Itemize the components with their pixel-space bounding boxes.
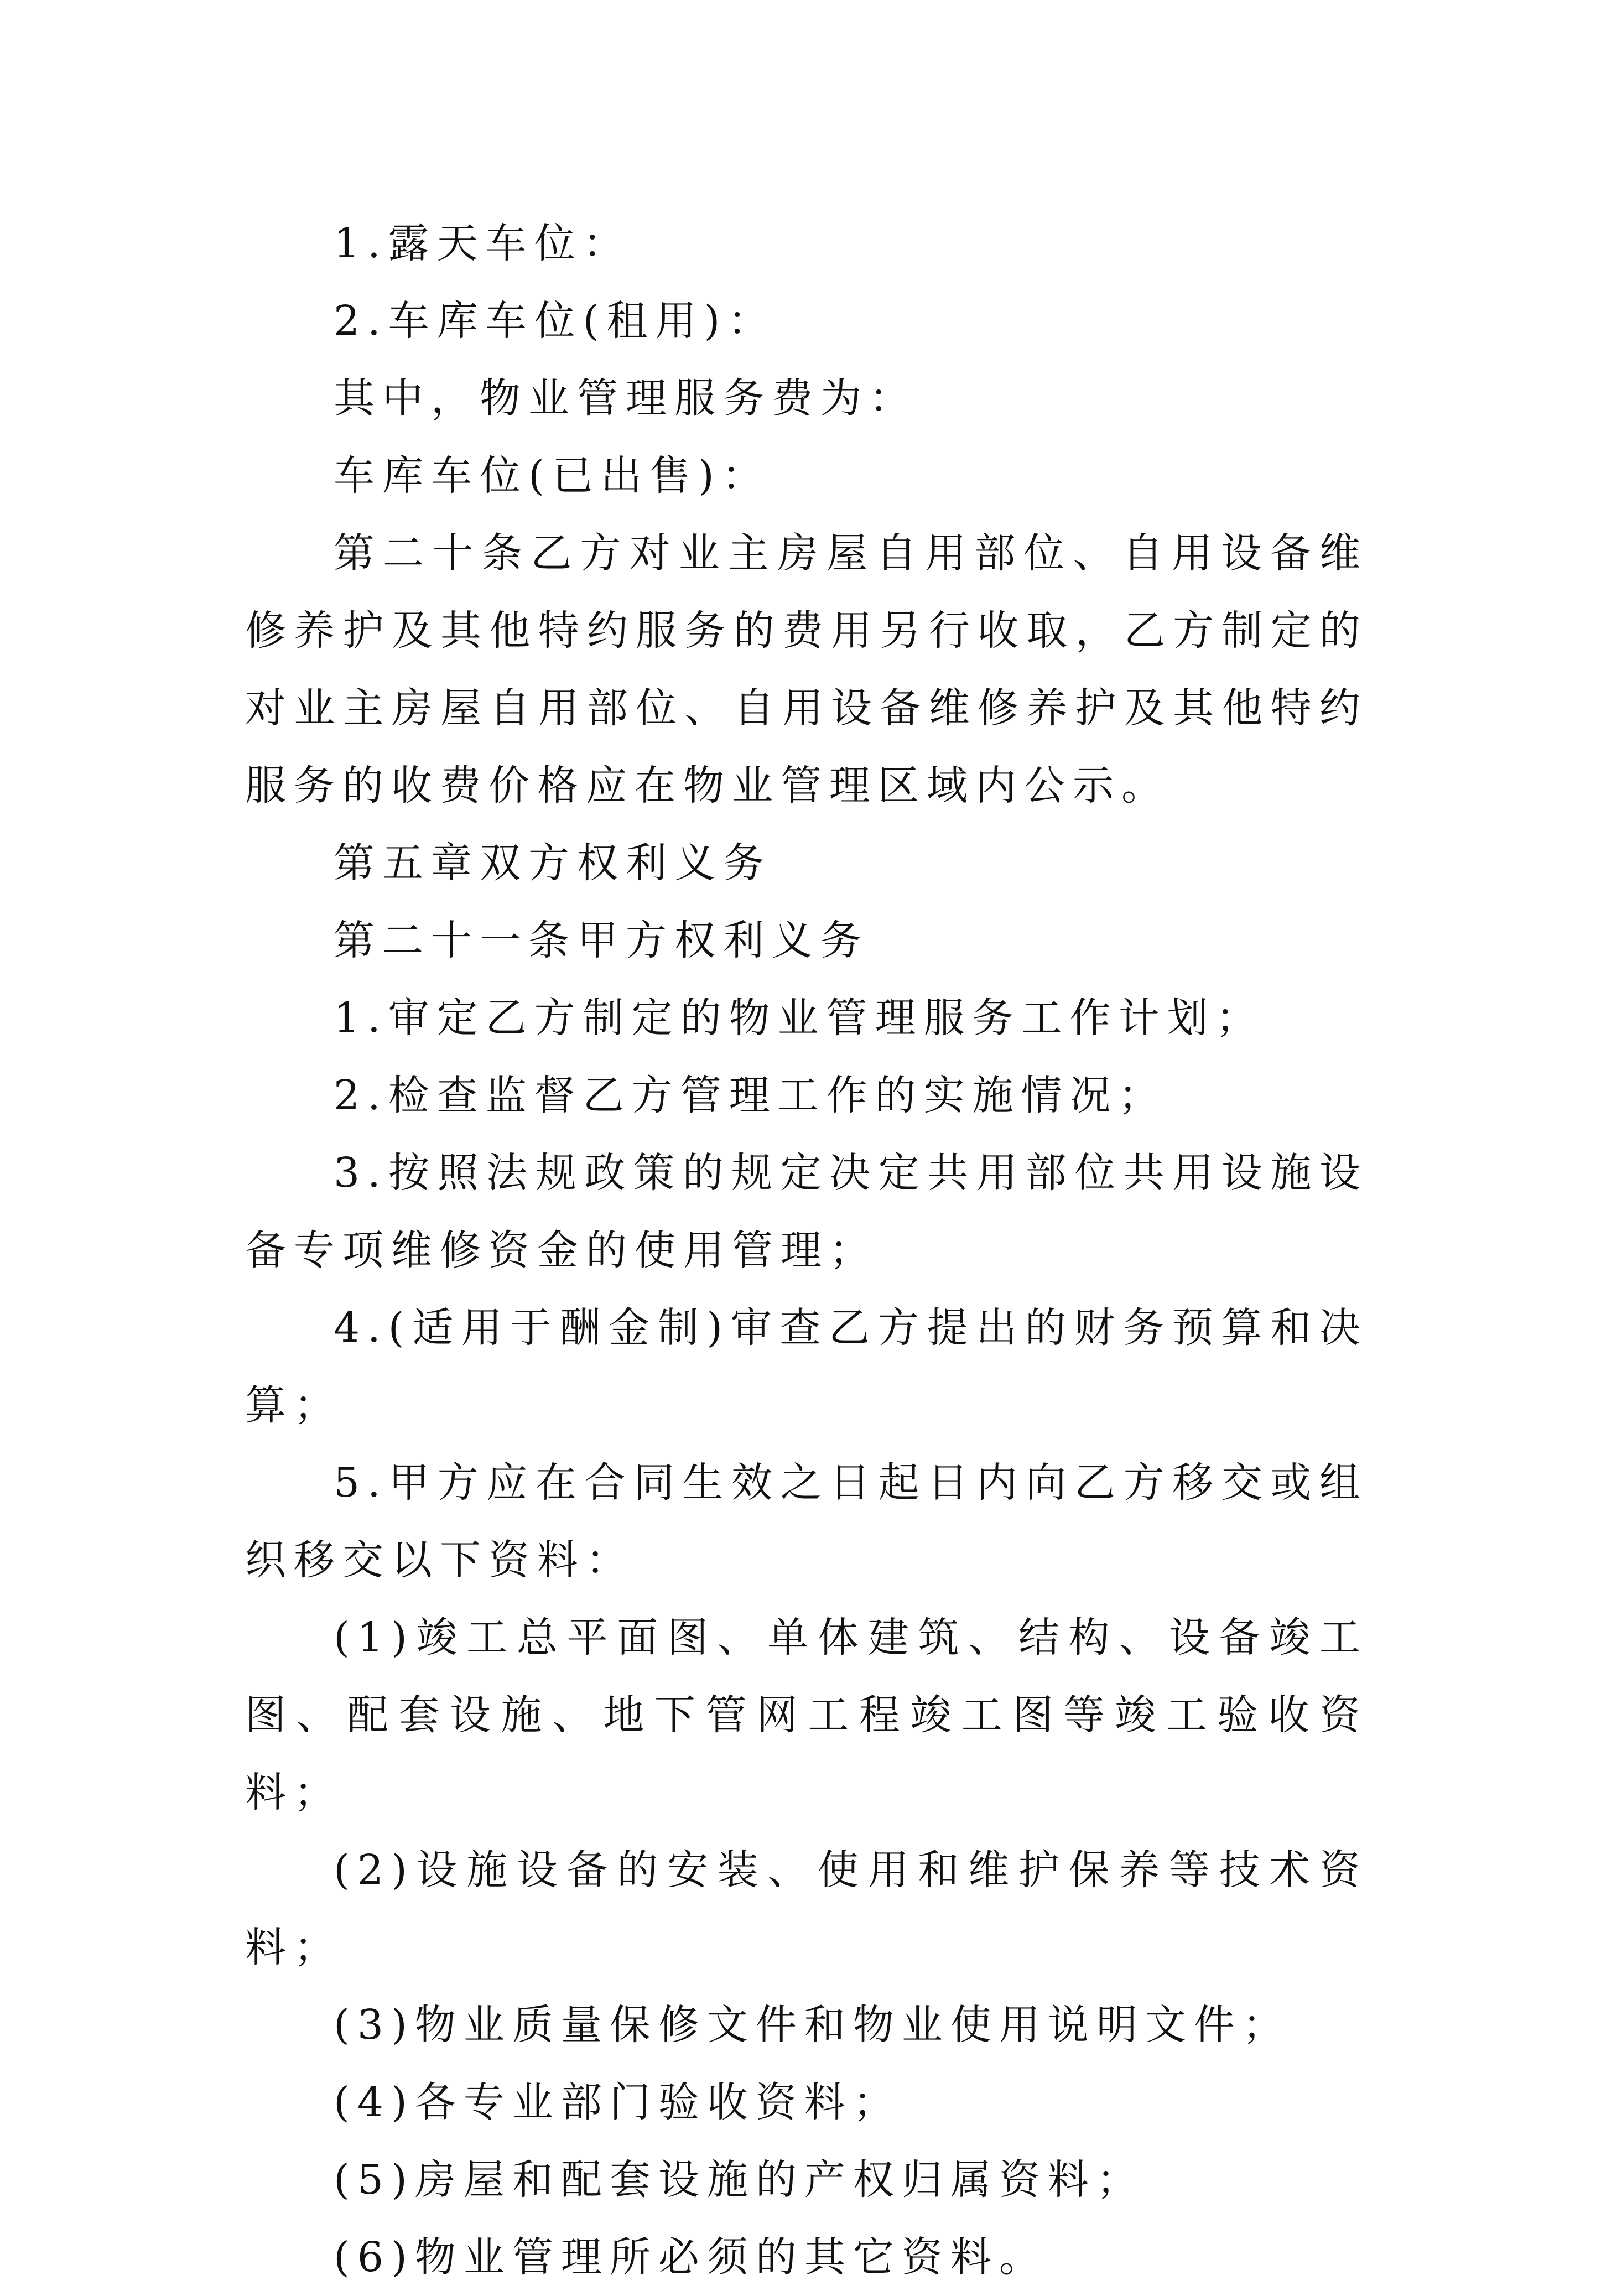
paragraph-garage-parking-rented: 2.车库车位(租用)： [334,297,777,345]
chapter-5-heading: 第五章双方权利义务 [334,839,772,887]
sub-item-3: (3)物业质量保修文件和物业使用说明文件； [334,2001,1291,2049]
paragraph-article-20: 第二十条乙方对业主房屋自用部位、自用设备维修养护及其他特约服务的费用另行收取，乙方制定的对业主房屋自用部位、自用设备维修养护及其他特约服务的收费价格应在物业管理区域内公示。 [245,529,1368,809]
list-item-2: 2.检查监督乙方管理工作的实施情况； [334,1072,1167,1119]
list-item-1: 1.审定乙方制定的物业管理服务工作计划； [334,994,1265,1042]
list-item-3: 3.按照法规政策的规定决定共用部位共用设施设备专项维修资金的使用管理； [245,1149,1368,1274]
list-item-4: 4.(适用于酬金制)审查乙方提出的财务预算和决算； [245,1304,1368,1429]
paragraph-open-air-parking: 1.露天车位： [334,220,632,267]
article-21-heading: 第二十一条甲方权利义务 [334,917,869,964]
document-body [245,205,1368,2296]
sub-item-6: (6)物业管理所必须的其它资料。 [334,2233,1048,2281]
sub-item-1: (1)竣工总平面图、单体建筑、结构、设备竣工图、配套设施、地下管网工程竣工图等竣工验收资料； [245,1614,1368,1816]
sub-item-4: (4)各专业部门验收资料； [334,2079,902,2126]
sub-item-5: (5)房屋和配套设施的产权归属资料； [334,2156,1145,2204]
paragraph-management-fee: 其中，物业管理服务费为： [334,375,918,422]
list-item-5: 5.甲方应在合同生效之日起日内向乙方移交或组织移交以下资料： [245,1459,1368,1584]
sub-item-2: (2)设施设备的安装、使用和维护保养等技术资料； [245,1846,1368,1971]
paragraph-garage-parking-sold: 车库车位(已出售)： [334,452,771,500]
